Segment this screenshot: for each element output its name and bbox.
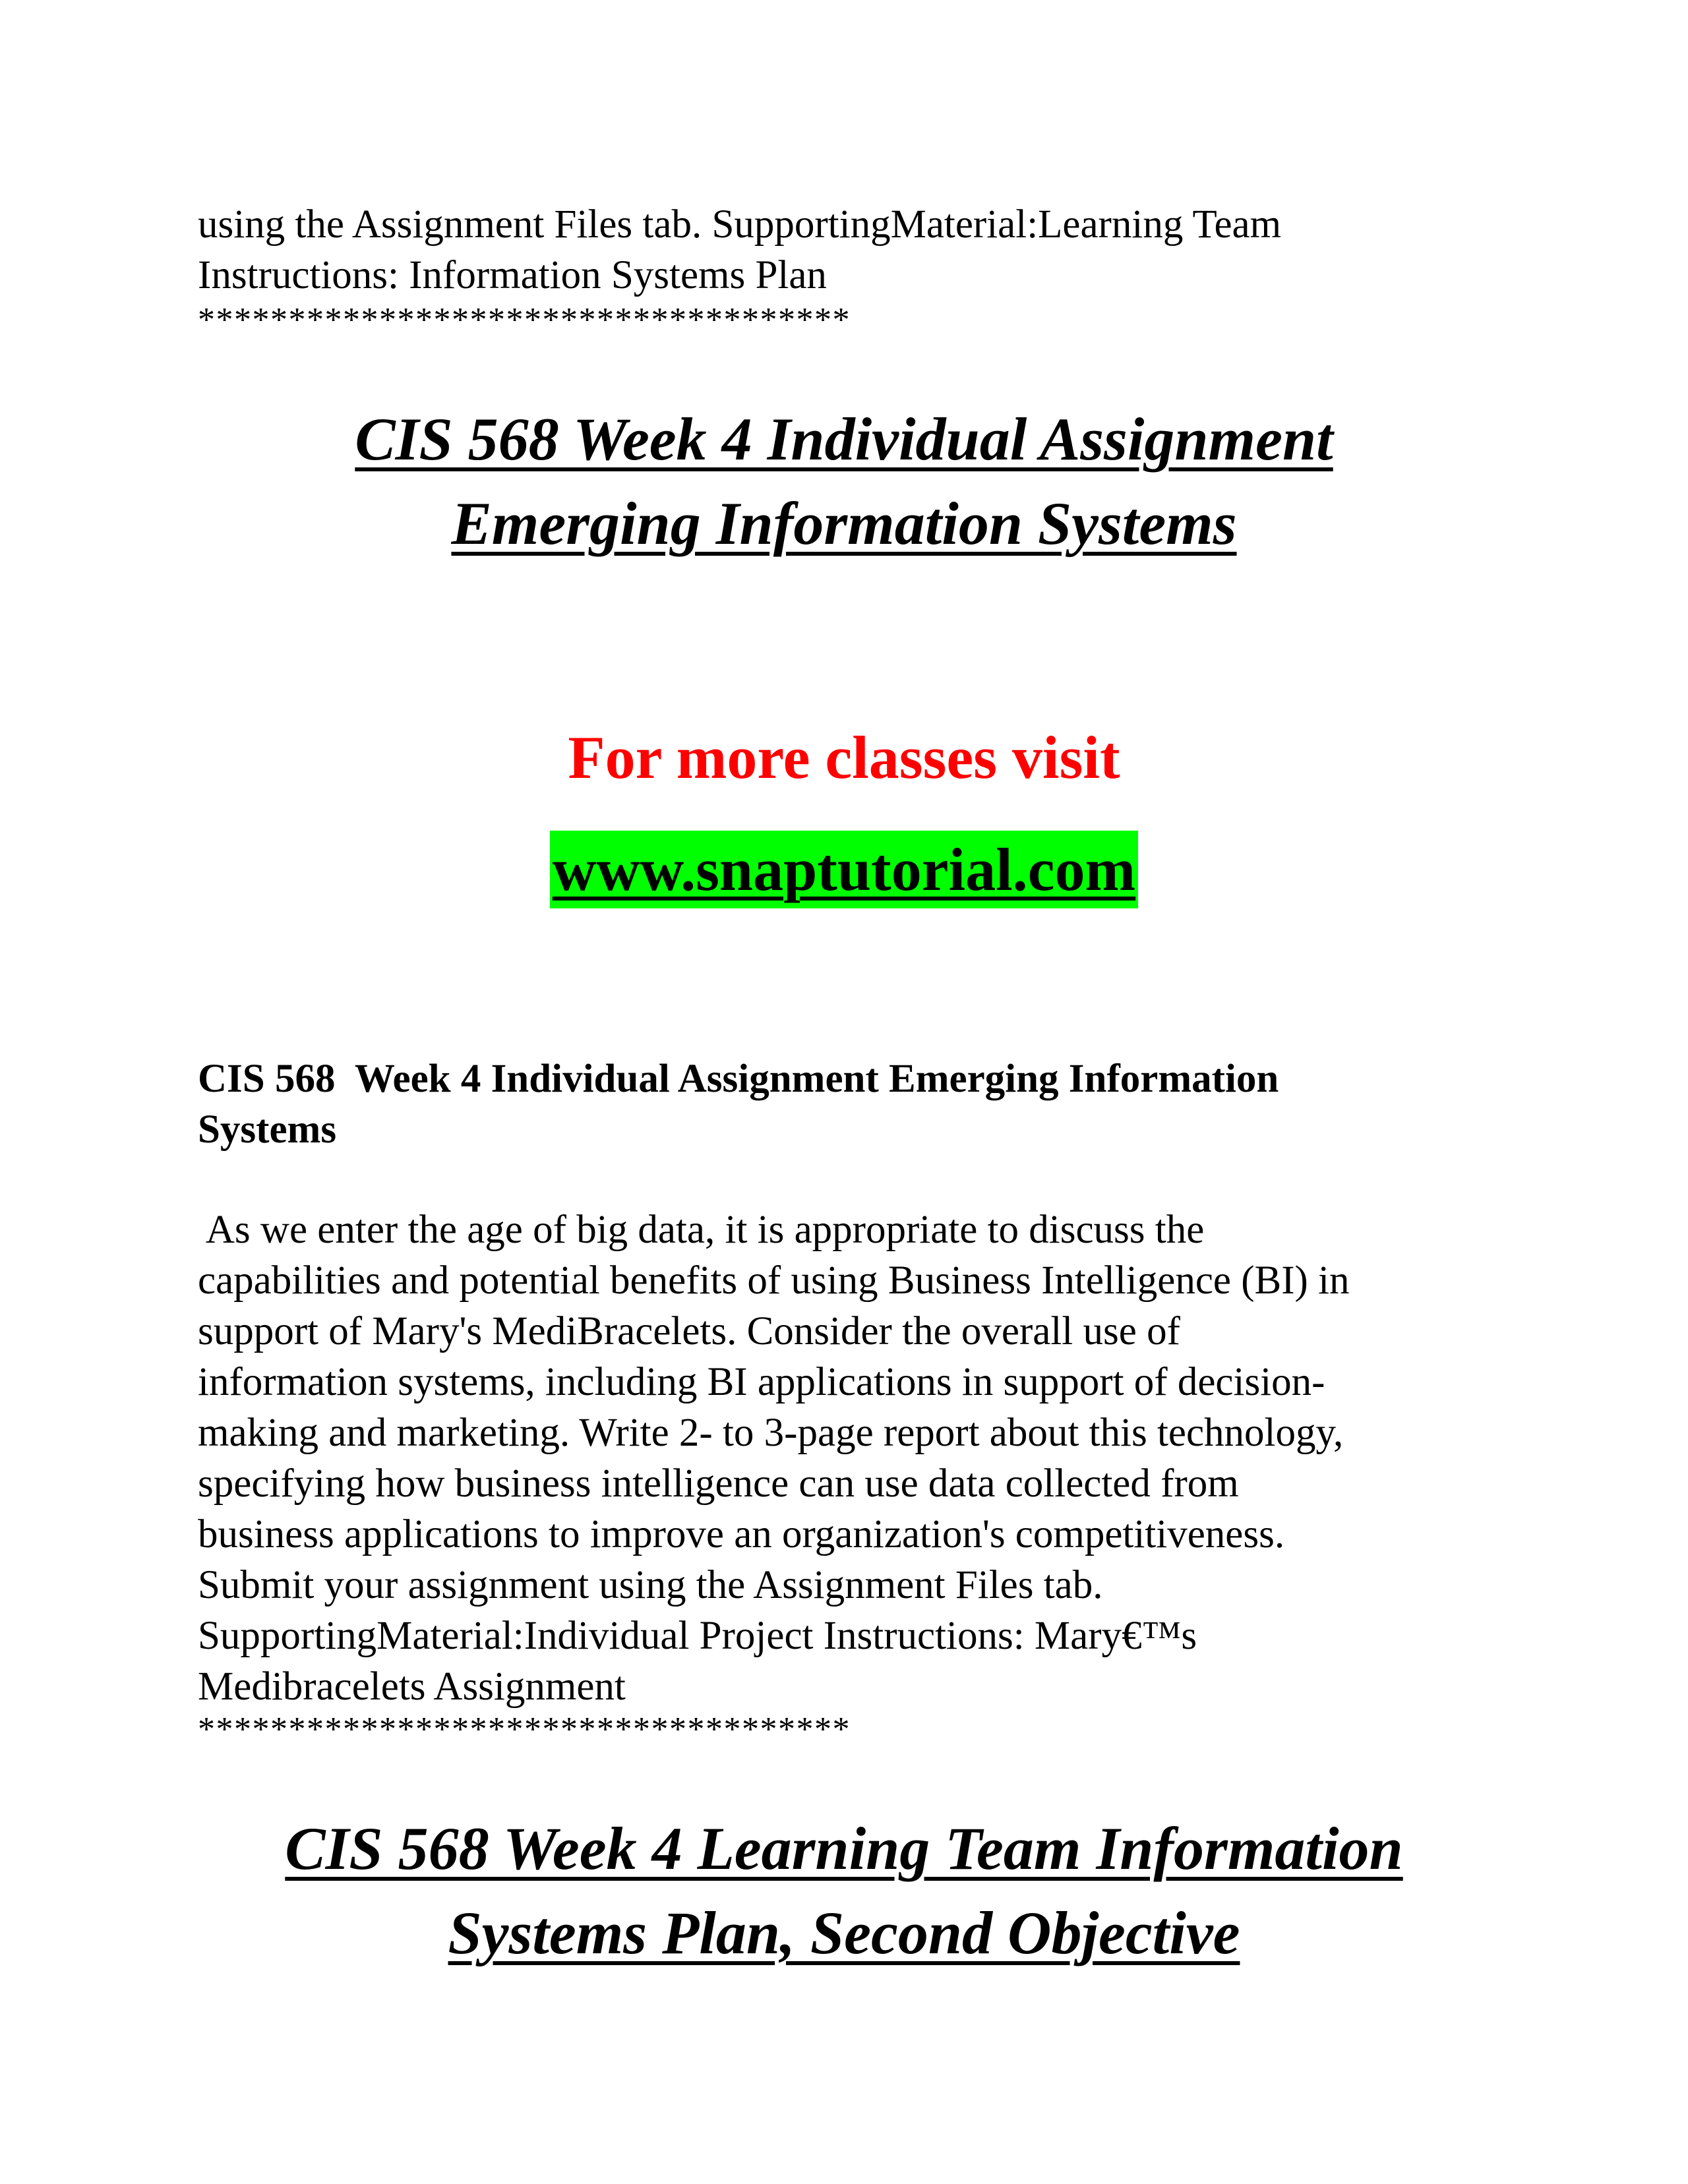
assignment-heading-line-1: CIS 568 Week 4 Individual Assignment Emerging Information [198,1057,1279,1101]
assignment-body-line: business applications to improve an organization's competitiveness. [198,1512,1285,1556]
intro-line-2: Instructions: Information Systems Plan [198,253,827,297]
assignment-body-line: As we enter the age of big data, it is appropriate to discuss the [198,1208,1205,1252]
assignment-body-line: capabilities and potential benefits of using Business Intelligence (BI) in [198,1258,1350,1303]
assignment-body-line: specifying how business intelligence can use data collected from [198,1461,1239,1506]
snaptutorial-link[interactable]: www.snaptutorial.com [550,831,1138,908]
section-title-learning-team [0,1806,1688,1975]
intro-text [198,199,1490,301]
assignment-body-line: making and marketing. Write 2- to 3-page report about this technology, [198,1411,1344,1455]
assignment-heading [198,1053,1490,1155]
section-title-1-line-2: Emerging Information Systems [451,490,1237,557]
separator-top: ************************************ [198,301,851,339]
separator-bottom: ************************************ [198,1711,851,1748]
assignment-body-line: SupportingMaterial:Individual Project Instructions: Mary€™s [198,1614,1197,1658]
assignment-body [198,1204,1490,1712]
assignment-body-line: Submit your assignment using the Assignment Files tab. [198,1563,1103,1607]
promo-visit-text: For more classes visit [568,724,1120,791]
assignment-heading-line-2: Systems [198,1107,337,1152]
assignment-body-line: Medibracelets Assignment [198,1665,626,1709]
assignment-body-line: support of Mary's MediBracelets. Consider the overall use of [198,1309,1180,1353]
section-title-2-line-1: CIS 568 Week 4 Learning Team Information [285,1815,1403,1882]
intro-line-1: using the Assignment Files tab. SupportingMaterial:Learning Team [198,202,1282,247]
section-title-1-line-1: CIS 568 Week 4 Individual Assignment [355,405,1333,473]
assignment-body-line: information systems, including BI applications in support of decision- [198,1360,1325,1404]
section-title-2-line-2: Systems Plan, Second Objective [448,1899,1240,1966]
section-title-individual-assignment [0,397,1688,566]
promo-link-wrap [0,831,1688,908]
